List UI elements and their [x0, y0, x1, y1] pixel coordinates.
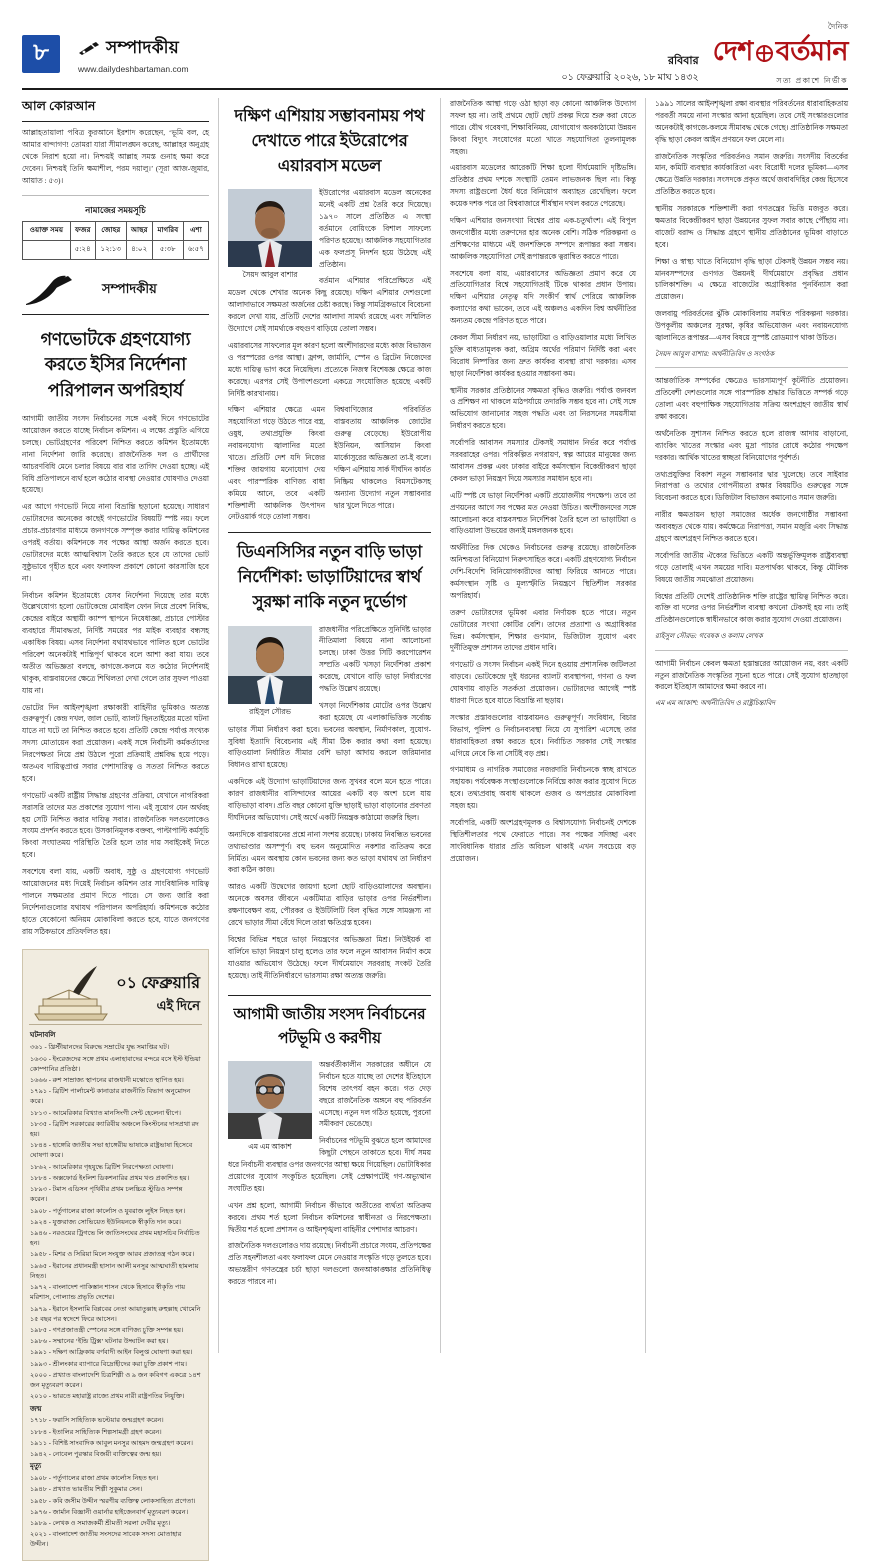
- otd-date-sub: এই দিনে: [156, 998, 200, 1014]
- otd-subtitle: মৃত্যু: [30, 1462, 42, 1471]
- time-esha: ৬:৫৭: [183, 240, 208, 259]
- logo-word-right: বর্তমান: [775, 35, 848, 66]
- paragraph: আন্তর্জাতিক সম্পর্কের ক্ষেত্রেও ভারসাম্যপূর্ণ কূটনীতি প্রয়োজন। প্রতিবেশী দেশগুলোর সঙ্গে পারস্পরিক শ্রদ্ধার ভিত্তিতে সম্পর্ক গড়ে তোলা এবং বহুপাক্ষিক সহযোগিতায় সক্রিয় অংশগ্রহণ জাতীয় স্বার্থ রক্ষা করবে।: [655, 376, 848, 421]
- paragraph: স্থানীয় সরকারকে শক্তিশালী করা গণতন্ত্রের ভিত্তি মজবুত করে। ক্ষমতার বিকেন্দ্রীকরণ ছাড়া উন্নয়নের সুফল সবার কাছে পৌঁছায় না। বাজেট বরাদ্দ ও সিদ্ধান্ত গ্রহণে স্থানীয় প্রতিষ্ঠানের ভূমিকা বাড়াতে হবে।: [655, 204, 848, 249]
- list-item: ১৮৩৫ - ব্রিটিশ সরকারের ক্যারিবীয় অঞ্চলে কিংস্টনের দাসপ্রথা রদ হয়।: [30, 1120, 199, 1139]
- divider: [22, 195, 209, 196]
- list-item: ১৯৮৫ - গণপ্রজাতন্ত্রী স্পেনের সঙ্গে বাণিজ্য চুক্তি সম্পন্ন হয়।: [30, 1326, 184, 1334]
- article-3-headline: আগামী জাতীয় সংসদ নির্বাচনের পটভূমি ও করণীয়: [233, 1006, 426, 1047]
- list-item: ১৮৯৩ - টমাস এডিসন পৃথিবীর প্রথম চলচ্চিত্র স্টুডিও সম্পন্ন করেন।: [30, 1186, 183, 1204]
- time-magrib: ৫:৩৮: [152, 240, 183, 259]
- table-col-zohr: জোহর: [95, 221, 126, 240]
- list-item: ১৯৮৬ - সম্মানের ‘ইন্ডি ট্রিক্স’ ঘটনার উদ্ঘাটন করা হয়।: [30, 1338, 169, 1346]
- paragraph: আরও একটি উদ্বেগের জায়গা হলো ছোট বাড়িওয়ালাদের অবস্থান। অনেকে অবসর জীবনে একটিমাত্র বাড়ির ভাড়ার ওপর নির্ভরশীল। রক্ষণাবেক্ষণ ব্যয়, পৌরকর ও ইউটিলিটি বিল বৃদ্ধির সঙ্গে সামঞ্জস্য না রেখে ভাড়ার সীমা বেঁধে দিলে তারা ক্ষতিগ্রস্ত হবেন।: [228, 882, 431, 928]
- editorial-label: সম্পাদকীয়: [102, 281, 157, 297]
- paragraph: গণমাধ্যম ও নাগরিক সমাজের নজরদারি নির্বাচনকে স্বচ্ছ রাখতে সহায়ক। পর্যবেক্ষক সংস্থাগুলোকে নির্বিঘ্নে কাজ করার সুযোগ দিতে হবে। তথ্যপ্রবাহ অবাধ থাকলে গুজব ও অপপ্রচার মোকাবিলা সহজ হয়।: [450, 765, 636, 811]
- time-zohr: ১২:১৩: [95, 240, 126, 259]
- author-name: সৈয়দ আবুল বাশার: [242, 270, 298, 280]
- time-asr: ৪:০২: [126, 240, 152, 259]
- editorial-paragraph: ভোটের দিন আইনশৃঙ্খলা রক্ষাকারী বাহিনীর ভূমিকাও অত্যন্ত গুরুত্বপূর্ণ। কেন্দ্র দখল, জাল ভোট, ব্যালট ছিনতাইয়ের মতো ঘটনা যাতে না ঘটে তা নিশ্চিত করতে হবে। প্রতিটি কেন্দ্রে পর্যাপ্ত সংখ্যক সদস্য মোতায়েন করা প্রয়োজন। একই সঙ্গে নির্বাচনী কর্মকর্তাদের নিরপেক্ষতা নিয়ে প্রশ্ন উঠলে পুরো প্রক্রিয়াই প্রশ্নবিদ্ধ হয়ে পড়ে। অতএব দায়িত্বপ্রাপ্ত সবার পেশাদারিত্ব ও সততা নিশ্চিত করতে হবে।: [22, 702, 209, 783]
- column-4-flow-bottom: [655, 658, 848, 710]
- author-name: রাইসুল সৌরভ: [249, 706, 291, 716]
- time-fajr: ৫:২৪: [70, 240, 95, 259]
- paragraph: এয়ারবাস মডেলের আরেকটি শিক্ষা হলো দীর্ঘমেয়াদি দৃষ্টিভঙ্গি। প্রতিষ্ঠার প্রথম দশকে সংস্থাটি তেমন লাভজনক ছিল না। কিন্তু সদস্য রাষ্ট্রগুলো ধৈর্য ধরে বিনিয়োগ অব্যাহত রেখেছিল। ফলে কয়েক দশক পরে তা বিশ্ববাজারে শীর্ষস্থান দখল করতে পেরেছে।: [450, 163, 636, 209]
- list-item: ১৯৪২ - নোবেল পুরস্কার বিজয়ী ব্যক্তিত্বের জন্ম হয়।: [30, 1451, 162, 1459]
- list-item: ১৮৪৪ - হাঙ্গেরি জাতীয় সভা হাঙ্গেরীয় ভাষাকে রাষ্ট্রভাষা হিসেবে ঘোষণা করে।: [30, 1142, 193, 1160]
- table-header-row: [23, 221, 209, 240]
- table-col-label: ওয়াক্ত সময়: [23, 221, 71, 240]
- paragraph: জলবায়ু পরিবর্তনের ঝুঁকি মোকাবিলায় সমন্বিত পরিকল্পনা দরকার। উপকূলীয় অঞ্চলের সুরক্ষা, কৃষির অভিযোজন এবং নবায়নযোগ্য জ্বালানিতে রূপান্তর—এসব বিষয়ে সুস্পষ্ট রোডম্যাপ থাকা উচিত।: [655, 309, 848, 343]
- paragraph: ১৯৯১ সালের আইনশৃঙ্খলা রক্ষা ব্যবস্থার পরিবর্তনের ধারাবাহিকতায় পরবর্তী সময়ে নানা সংস্কার আনা হয়েছিল। তবে সেই সংস্কারগুলোর অনেকটাই কাগজে-কলমে সীমাবদ্ধ থেকে গেছে। প্রাতিষ্ঠানিক সক্ষমতা বৃদ্ধি ছাড়া কেবল আইন প্রণয়নে ফল মেলে না।: [655, 99, 848, 144]
- books-and-quill-icon: [29, 962, 113, 1024]
- logo-word-left: দেশ: [712, 35, 753, 66]
- paragraph: রাজনৈতিক দলগুলোরও দায় রয়েছে। নির্বাচনী প্রচারে সংযম, প্রতিপক্ষের প্রতি সহনশীলতা এবং ফলাফল মেনে নেওয়ার সংস্কৃতি গড়ে তুলতে হবে। অভ্যন্তরীণ গণতন্ত্রের চর্চা ছাড়া দলগুলো জনআকাঙ্ক্ষার প্রতিনিধিত্ব করতে পারবে না।: [228, 1241, 431, 1287]
- list-item: ১৯৭৬ - জার্মান বিজ্ঞানী ওয়ার্নার হাইজেনবার্গ মৃত্যুবরণ করেন।: [30, 1508, 189, 1516]
- divider: [228, 532, 431, 533]
- masthead: [22, 21, 848, 90]
- table-row: [23, 240, 209, 259]
- paragraph: ইউরোপের এয়ারবাস মডেল অনেকের মনেই একটি প্রশ্ন তৈরি করে দিয়েছে। ১৯৭০ সালে প্রতিষ্ঠিত এ সংস্থা বর্তমানে বোয়িংকে বিশাল সাফল্যে পরিণত হয়েছে। আঞ্চলিক সহযোগিতার এক ফলপ্রসূ নিদর্শন হয়ে উঠেছে এই প্রতিষ্ঠান।: [319, 188, 431, 269]
- article-2-byline: রাইসুল সৌরভ: গবেষক ও কলাম লেখক: [655, 632, 763, 641]
- article-1-headline: দক্ষিণ এশিয়ায় সম্ভাবনাময় পথ দেখাতে পারে ইউরোপের এয়ারবাস মডেল: [234, 106, 425, 175]
- paragraph: বর্তমান এশিয়ার পরিপ্রেক্ষিতে এই মডেল থেকে শেখার অনেক কিছু রয়েছে। দক্ষিণ এশিয়ার দেশগুলো আলাদাভাবে সক্ষমতা অর্জনের চেষ্টা করছে। কিন্তু সামগ্রিকভাবে বিবেচনা করলে দেখা যায়, প্রতিটি দেশের আলাদা সামর্থ্য রয়েছে এবং সম্মিলিত উদ্যোগে সেই সামর্থ্যকে বহুগুণ বাড়িয়ে তোলা সম্ভব।: [228, 276, 431, 334]
- paragraph: একদিকে এই উদ্যোগ ভাড়াটিয়াদের জন্য সুখবর বলে মনে হতে পারে। কারণ রাজধানীর বাসিন্দাদের আয়ের একটি বড় অংশ চলে যায় বাড়িভাড়া বাবদ। প্রতি বছর কোনো যুক্তি ছাড়াই ভাড়া বাড়ানোর প্রবণতা দীর্ঘদিনের অভিযোগ। সেই অর্থে একটি নিয়ন্ত্রক কাঠামো জরুরি ছিল।: [228, 777, 431, 822]
- editorial-paragraph: সবশেষে বলা যায়, একটি অবাধ, সুষ্ঠু ও গ্রহণযোগ্য গণভোট আয়োজনের মধ্য দিয়েই নির্বাচন কমিশন তার সাংবিধানিক দায়িত্ব পালনে সক্ষমতার প্রমাণ দিতে পারে। সে জন্য জারি করা নির্দেশনাগুলোর যথাযথ পরিপালন অপরিহার্য। কমিশনকে কঠোর হাতে যেকোনো অনিয়ম মোকাবিলা করতে হবে, যাতে জনগণের রায় সঠিকভাবে প্রতিফলিত হয়।: [22, 867, 209, 936]
- list-item: ১৯৯১ - দক্ষিণ আফ্রিকায় বর্ণবাদী আইন বিলুপ্ত ঘোষণা করা হয়।: [30, 1349, 193, 1357]
- list-item: ১৯৪৮ - প্রখ্যাত ভারতীয় শিল্পী সুকুমার সেন।: [30, 1486, 143, 1494]
- list-item: ২০১০ - ভারতে মহারাষ্ট্র রাজ্যে প্রথম নারী রাষ্ট্রপতির নিযুক্তি।: [30, 1393, 185, 1401]
- masthead-left: [22, 35, 189, 74]
- article-2-headline: ডিএনসিসির নতুন বাড়ি ভাড়া নির্দেশিকা: ভাড়াটিয়াদের স্বার্থ সুরক্ষা নাকি নতুন দুর্ভোগ: [237, 542, 422, 611]
- paragraph: অর্থনৈতিক সুশাসন নিশ্চিত করতে হলে রাজস্ব আদায় বাড়ানো, ব্যাংকিং খাতের সংস্কার এবং মুদ্রা পাচার রোধে কঠোর পদক্ষেপ দরকার। আর্থিক খাতের স্বচ্ছতা বিনিয়োগের পূর্বশর্ত।: [655, 428, 848, 462]
- otd-subtitle: ঘটনাবলি: [30, 1031, 56, 1040]
- quran-text: আল্লাহতায়ালা পবিত্র কুরআনে ইরশাদ করেছেন, ‘ভূমি বল, হে আমার বান্দাগণ! তোমরা যারা সীমালঙ্ঘন করেছ, আল্লাহর অনুগ্রহ থেকে নিরাশ হয়ো না। নিশ্চয়ই আল্লাহ সমস্ত গুনাহ ক্ষমা করে দেবেন। নিশ্চয়ই তিনি ক্ষমাশীল, পরম দয়ালু।’ (সূরা আজ-জুমার, আয়াত : ৫৩)।: [22, 128, 209, 185]
- page-content: [22, 98, 848, 1549]
- section-title-text: সম্পাদকীয়: [106, 37, 180, 57]
- list-item: ১৯০৮ - পর্তুগালের রাজা কার্লোস ও যুবরাজ লুইস নিহত হন।: [30, 1207, 186, 1215]
- list-item: ১৯৭২ - বাংলাদেশ পাকিস্তান শাসন থেকে হিসাবে স্বীকৃতি পায় মরিশাস, পোল্যান্ড প্রভৃতি দেশের।: [30, 1284, 186, 1302]
- column-4-flow-mid: [655, 375, 848, 642]
- paragraph: কেবল সীমা নির্ধারণ নয়, ভাড়াটিয়া ও বাড়িওয়ালার মধ্যে লিখিত চুক্তি বাধ্যতামূলক করা, অগ্রিম অর্থের পরিমাণ নির্দিষ্ট করা এবং বিরোধ নিষ্পত্তির জন্য দ্রুত কার্যকর ব্যবস্থা রাখা দরকার। এসব ছাড়া নির্দেশিকা কার্যকর হওয়ার সম্ভাবনা কম।: [450, 333, 636, 378]
- article-1-byline: সৈয়দ আবুল বাশার: অর্থনীতিবিদ ও সংগঠক: [655, 349, 775, 358]
- column-3-flow: [450, 98, 636, 865]
- list-item: ১৭৯১ - ব্রিটিশ পার্লামেন্ট কানাডার রাজনীতি বিভাগ অনুমোদন করে।: [30, 1088, 191, 1106]
- paragraph: গণভোট ও সংসদ নির্বাচন একই দিনে হওয়ায় প্রশাসনিক জটিলতা বাড়বে। ভোটকেন্দ্রে দুই ধরনের ব্যালট ব্যবস্থাপনা, গণনা ও ফল ঘোষণায় বাড়তি সতর্কতা প্রয়োজন। ভোটারদের আগেই স্পষ্ট ধারণা দিতে হবে যাতে বিভ্রান্তি না ছড়ায়।: [450, 660, 636, 705]
- weekday-label: রবিবার: [667, 54, 699, 67]
- list-item: ১৯৫৮ - কবি জসীম উদ্দীন স্মরণীয় ব্যক্তিত্ব লোকসাহিত্য প্রণেতা।: [30, 1497, 196, 1505]
- editorial-paragraph: আগামী জাতীয় সংসদ নির্বাচনের সঙ্গে একই দিনে গণভোটের আয়োজন করতে যাচ্ছে নির্বাচন কমিশন। এ লক্ষ্যে প্রস্তুতি এগিয়ে চলছে। ভোটগ্রহণের পরিবেশ নিশ্চিত করতে কমিশন ইতোমধ্যে নানা নির্দেশনা জারি করেছে। রাজনৈতিক দল ও প্রার্থীদের আচরণবিধি মেনে চলার বিষয়ে বার বার তাগিদ দেওয়া হচ্ছে। এই বিধি প্রতিপালনে ব্যর্থ হলে কঠোর ব্যবস্থা নেওয়ার ঘোষণাও দেওয়া হয়েছে।: [22, 414, 209, 495]
- paragraph: অর্থনীতির দিক থেকেও নির্বাচনের গুরুত্ব রয়েছে। রাজনৈতিক অনিশ্চয়তা বিনিয়োগ নিরুৎসাহিত করে। একটি গ্রহণযোগ্য নির্বাচন দেশি-বিদেশি বিনিয়োগকারীদের আস্থা ফিরিয়ে আনতে পারে। কর্মসংস্থান সৃষ্টি ও মূল্যস্ফীতি নিয়ন্ত্রণে স্থিতিশীল সরকার অপরিহার্য।: [450, 543, 636, 600]
- column-4-flow-top: [655, 98, 848, 360]
- list-item: ১৮৬২ - আমেরিকার গৃহযুদ্ধে ব্রিটিশ নিরপেক্ষতা ঘোষণা।: [30, 1163, 174, 1171]
- divider: [655, 650, 848, 651]
- divider: [655, 367, 848, 368]
- paragraph: আগামী নির্বাচন কেবল ক্ষমতা হস্তান্তরের আয়োজন নয়, বরং একটি নতুন রাজনৈতিক সংস্কৃতির সূচনা হতে পারে। সেই সুযোগ হাতছাড়া করলে ইতিহাস আমাদের ক্ষমা করবে না।: [655, 658, 848, 692]
- masthead-right: [561, 21, 848, 88]
- list-item: ২০০০ - প্রখ্যাত বাংলাদেশি চিত্রশিল্পী ও ৯ জন কবিগণ একত্রে ১৪শ জন মৃত্যুবরণ করেন।: [30, 1371, 201, 1390]
- divider: [228, 995, 431, 996]
- editorial-headline: গণভোটকে গ্রহণযোগ্য করতে ইসির নির্দেশনা পরিপালন অপরিহার্য: [40, 328, 191, 400]
- paragraph: খসড়া নির্দেশিকায় মোটের ওপর উল্লেখ করা হয়েছে যে এলাকাভিত্তিক সর্বোচ্চ ভাড়ার সীমা নির্ধারণ করা হবে। ভবনের অবস্থান, নির্মাণকাল, সুযোগ-সুবিধা ইত্যাদি বিবেচনায় এই সীমা ঠিক করার কথা বলা হয়েছে। বাড়িওয়ালা নির্ধারিত সীমার বেশি ভাড়া আদায় করলে জরিমানার বিধানও রাখা হয়েছে।: [228, 700, 431, 770]
- quill-pen-icon: [22, 274, 94, 308]
- paragraph: নারীর ক্ষমতায়ন ছাড়া সমাজের অর্ধেক জনগোষ্ঠীর সম্ভাবনা অব্যবহৃত থেকে যায়। কর্মক্ষেত্রে নিরাপত্তা, সমান মজুরি এবং সিদ্ধান্ত গ্রহণে অংশগ্রহণ নিশ্চিত করতে হবে।: [655, 510, 848, 544]
- editorial-header: [22, 274, 209, 315]
- on-this-day-header: [23, 950, 208, 1024]
- list-item: ১৯৯৩ - শ্রীলংকার ব্যাপারে বিদ্রোহীদের করা চুক্তি প্রকাশ পায়।: [30, 1360, 187, 1368]
- list-item: ১৯৫৮ - মিশর ও সিরিয়া মিলে সংযুক্ত আরব প্রজাতন্ত্র গঠন করে।: [30, 1251, 195, 1259]
- list-item: ১৬৬৬ - রুশ সাম্রাজ্য স্থাপনের রাজধানী মস্কোতে স্থাপিত হয়।: [30, 1076, 184, 1084]
- paragraph: রাজধানীর পরিপ্রেক্ষিতে সুনির্দিষ্ট ভাড়ার নীতিমালা বিষয়ে নানা আলোচনা চলছে। ঢাকা উত্তর সিটি করপোরেশন সম্প্রতি একটি খসড়া নির্দেশিকা প্রকাশ করেছে, যেখানে বাড়ি ভাড়া নির্ধারণের পদ্ধতি উল্লেখ রয়েছে।: [319, 624, 431, 693]
- editorial-paragraph: নির্বাচন কমিশন ইতোমধ্যে যেসব নির্দেশনা দিয়েছে তার মধ্যে উল্লেখযোগ্য হলো ভোটকেন্দ্রে মোবাইল ফোন নিয়ে প্রবেশ নিষিদ্ধ, কেন্দ্রের বাইরে অস্থায়ী ক্যাম্প স্থাপনে নিষেধাজ্ঞা, প্রচারে পোস্টার ব্যবহারে সীমাবদ্ধতা, নির্দিষ্ট সময়ের পর মাইক ব্যবহার বন্ধসহ একাধিক বিষয়। এসব নির্দেশনা যথাযথভাবে পালিত হলে ভোটের পরিবেশ অনেকটাই শান্তিপূর্ণ থাকবে বলে আশা করা যায়। তবে অতীত অভিজ্ঞতা বলছে, কাগজে-কলমে যত কঠোর নির্দেশনাই থাকুক, বাস্তবায়নের ক্ষেত্রে শিথিলতা দেখা গেলে তার সুফল পাওয়া যায় না।: [22, 590, 209, 695]
- list-item: ১৯১১ - বিশিষ্ট সাংবাদিক আবুল মনসুর আহমদ জন্মগ্রহণ করেন।: [30, 1439, 194, 1447]
- logo-wordmark: [713, 31, 848, 76]
- paragraph: দক্ষিণ এশিয়ার জনসংখ্যা বিশ্বের প্রায় এক-চতুর্থাংশ। এই বিপুল জনগোষ্ঠীর মধ্যে তরুণদের হার অনেক বেশি। সঠিক পরিকল্পনা ও প্রশিক্ষণের মাধ্যমে এই জনশক্তিকে সম্পদে রূপান্তর করা সম্ভব। আঞ্চলিক সহযোগিতা সেই রূপান্তরকে ত্বরান্বিত করতে পারে।: [450, 216, 636, 261]
- paragraph: সবশেষে বলা যায়, এয়ারবাসের অভিজ্ঞতা প্রমাণ করে যে প্রতিযোগিতার বিশ্বে সহযোগিতাই টিকে থাকার প্রধান উপায়। দক্ষিণ এশিয়ার নেতৃত্ব যদি সংকীর্ণ স্বার্থ পেরিয়ে আঞ্চলিক কল্যাণের কথা ভাবেন, তবে এই অঞ্চলও একদিন বিশ্ব অর্থনীতির অন্যতম কেন্দ্রে পরিণত হতে পারে।: [450, 268, 636, 326]
- list-item: ১৯০৮ - পর্তুগালের রাজা প্রথম কার্লোস নিহত হন।: [30, 1475, 159, 1483]
- prayer-table-title: নামাজের সময়সূচি: [85, 204, 146, 215]
- paragraph: এখন প্রশ্ন হলো, আগামী নির্বাচন কীভাবে অতীতের ব্যর্থতা অতিক্রম করবে। প্রথম শর্ত হলো নির্বাচন কমিশনের স্বাধীনতা ও নিরপেক্ষতা। দ্বিতীয় শর্ত হলো প্রশাসন ও আইনশৃঙ্খলা বাহিনীর পেশাদার আচরণ।: [228, 1200, 431, 1234]
- paragraph: সর্বোপরি জাতীয় ঐক্যের ভিত্তিতে একটি অন্তর্ভুক্তিমূলক রাষ্ট্রব্যবস্থা গড়ে তোলাই এখন সময়ের দাবি। মতপার্থক্য থাকবে, কিন্তু মৌলিক বিষয়ে জাতীয় সমঝোতা প্রয়োজন।: [655, 550, 848, 584]
- editorial-body: [22, 413, 209, 937]
- globe-icon: [756, 45, 773, 62]
- table-col-asr: আছর: [126, 221, 152, 240]
- author-block: [228, 189, 312, 282]
- table-col-esha: এশা: [183, 221, 208, 240]
- author-block: [228, 1061, 312, 1154]
- author-block: [228, 626, 312, 719]
- pen-nib-icon: [78, 42, 100, 56]
- list-item: ৩৬১ - খ্রিস্টীয়ানদের বিরুদ্ধে সম্রাটের যুদ্ধ সমাপ্তির ঘট।: [30, 1044, 170, 1052]
- list-item: ১৬৩০ - ইংরেজদের সঙ্গে প্রথম এলাহাবাদের বন্দরে বসে ইস্ট ইন্ডিয়া কোম্পানির প্রতিষ্ঠা।: [30, 1055, 201, 1073]
- paragraph: দক্ষিণ এশিয়ার ক্ষেত্রে এমন সহযোগিতা গড়ে উঠতে পারে বস্ত্র, ওষুধ, তথ্যপ্রযুক্তি কিংবা নবায়নযোগ্য জ্বালানির মতো খাতে। প্রতিটি দেশ যদি নিজের শক্তির জায়গায় মনোযোগ দেয় এবং পারস্পরিক বাণিজ্য বাধা কমিয়ে আনে, তবে একটি শক্তিশালী আঞ্চলিক উৎপাদন নেটওয়ার্ক গড়ে তোলা সম্ভব।: [228, 405, 325, 522]
- row-label: [23, 240, 71, 259]
- paragraph: এয়ারবাসের সাফল্যের মূল কারণ হলো অংশীদারদের মধ্যে কাজ বিভাজন ও পরস্পরের ওপর আস্থা। ফ্রান্স, জার্মানি, স্পেন ও ব্রিটেন নিজেদের মধ্যে দায়িত্ব ভাগ করে নিয়েছিল। প্রত্যেকে নিজস্ব বিশেষজ্ঞ ক্ষেত্রে কাজ করেছে। এরপর সেই উপাংশগুলো একত্রে সংযোজিত হয়েছে একটি নির্দিষ্ট কারখানায়।: [228, 340, 431, 398]
- on-this-day-date: [116, 970, 200, 1024]
- article-3-intro: [228, 1059, 431, 1240]
- article-2-intro: [228, 624, 431, 987]
- column-3: [440, 98, 645, 1353]
- otd-date-main: ০১ ফেব্রুয়ারি: [116, 975, 200, 993]
- paragraph: রাজনৈতিক সংস্কৃতির পরিবর্তনও সমান জরুরি। সংসদীয় বিতর্কের মান, কমিটি ব্যবস্থার কার্যকারিতা এবং বিরোধী দলের ভূমিকা—এসব ক্ষেত্রে উন্নতি দরকার। সংসদকে প্রকৃত অর্থে জবাবদিহির কেন্দ্র হিসেবে প্রতিষ্ঠিত করতে হবে।: [655, 151, 848, 197]
- article-3-byline: এম এম আকাশ: অর্থনীতিবিদ ও রাষ্ট্রচিন্তাবিদ: [655, 699, 776, 708]
- article-1-body-rest: [228, 404, 431, 523]
- publication-logo: [713, 21, 848, 88]
- list-item: ১৯২৪ - যুক্তরাজ্য সোভিয়েত ইউনিয়নকে স্বীকৃতি দান করে।: [30, 1218, 182, 1226]
- date-label: ০১ ফেব্রুয়ারি ২০২৬, ১৮ মাঘ ১৪৩২: [561, 73, 699, 84]
- paragraph: রাজনৈতিক আস্থা গড়ে ওঠা ছাড়া বড় কোনো আঞ্চলিক উদ্যোগ সফল হয় না। তাই প্রথমে ছোট ছোট প্রকল্প দিয়ে শুরু করা যেতে পারে। যৌথ গবেষণা, শিক্ষাবিনিময়, যোগাযোগ অবকাঠামো উন্নয়ন কিংবা বিদ্যুৎ সংযোগের মতো খাতে সহযোগিতা তুলনামূলক সহজ।: [450, 99, 636, 156]
- paragraph: সংস্কার প্রস্তাবগুলোর বাস্তবায়নও গুরুত্বপূর্ণ। সংবিধান, বিচার বিভাগ, পুলিশ ও নির্বাচনব্যবস্থা নিয়ে যে সুপারিশ এসেছে তার ধারাবাহিকতা রক্ষা করতে হবে। নির্বাচিত সরকার সেই সংস্কার এগিয়ে নেবে কি না সেটিই বড় প্রশ্ন।: [450, 712, 636, 758]
- table-col-magrib: মাগরিব: [152, 221, 183, 240]
- list-item: ১৯৭৯ - ইরানে ইসলামি বিপ্লবের নেতা আয়াতুল্লাহ রুহুল্লাহ খোমেনি ১৫ বছর পর স্বদেশে ফিরে আসেন।: [30, 1305, 201, 1323]
- paragraph: তথ্যপ্রযুক্তির বিকাশ নতুন সম্ভাবনার দ্বার খুলেছে। তবে সাইবার নিরাপত্তা ও তথ্যের গোপনীয়তা রক্ষার বিষয়টিও গুরুত্বের সঙ্গে বিবেচনা করতে হবে। ডিজিটাল বিভাজন কমানোও সমান জরুরি।: [655, 469, 848, 503]
- prayer-times-table: [22, 221, 209, 260]
- list-item: ১৮৮৪ - ইতালির সাহিত্যিক শিল্পসামগ্রী গ্রহণ করেন।: [30, 1428, 162, 1436]
- paragraph: সর্বোপরি, একটি অংশগ্রহণমূলক ও বিশ্বাসযোগ্য নির্বাচনই দেশকে স্থিতিশীলতার পথে ফেরাতে পারে। সব পক্ষের সদিচ্ছা এবং সাংবিধানিক ধারার প্রতি অবিচল থাকাই এখন সবচেয়ে বড় প্রয়োজন।: [450, 817, 636, 863]
- logo-tagline: সত্য প্রকাশে নির্ভীক: [776, 75, 848, 85]
- article-3-body-rest: [228, 1240, 431, 1288]
- section-title-row: [78, 35, 189, 63]
- editorial-paragraph: গণভোট একটি রাষ্ট্রীয় সিদ্ধান্ত গ্রহণের প্রক্রিয়া, যেখানে নাগরিকরা সরাসরি তাদের মত প্রকাশের সুযোগ পান। এই সুযোগ যেন অর্থবহ হয় সেটি নিশ্চিত করার দায়িত্ব সবার। রাজনৈতিক দলগুলোকেও সংযম প্রদর্শন করতে হবে। উসকানিমূলক বক্তব্য, পাল্টাপাল্টি কর্মসূচি কিংবা সংঘাতময় পরিস্থিতি তৈরি হলে তার দায় সবাইকেই নিতে হবে।: [22, 790, 209, 860]
- list-item: ১৯৪৬ - নরওয়ের ট্রিগভে লি জাতিসংঘের প্রথম মহাসচিব নির্বাচিত হন।: [30, 1230, 200, 1248]
- paragraph: তরুণ ভোটারদের ভূমিকা এবার নির্ণায়ক হতে পারে। নতুন ভোটারের সংখ্যা কোটির বেশি। তাদের প্রত্যাশা ও অগ্রাধিকার ভিন্ন। কর্মসংস্থান, শিক্ষার গুণমান, ডিজিটাল সুযোগ এবং দুর্নীতিমুক্ত প্রশাসন তাদের প্রধান দাবি।: [450, 607, 636, 653]
- paragraph: স্থানীয় সরকার প্রতিষ্ঠানের সক্ষমতা বৃদ্ধিও জরুরি। পর্যাপ্ত জনবল ও প্রশিক্ষণ না থাকলে মাঠপর্যায়ে তদারকি সম্ভব হবে না। সেই সঙ্গে অভিযোগ জানানোর সহজ পদ্ধতি এবং তা নিরসনের সময়সীমা নির্ধারণ করতে হবে।: [450, 385, 636, 431]
- date-block: [561, 53, 698, 88]
- paragraph: অন্যদিকে বাস্তবায়নের প্রশ্নে নানা সংশয় রয়েছে। ঢাকায় নিবন্ধিত ভবনের তথ্যভাণ্ডার অসম্পূর্ণ। বহু ভবন অনুমোদিত নকশার ব্যতিক্রম করে নির্মিত। এমন অবস্থায় কোন ভবনের জন্য কত ভাড়া যথাযথ তা নির্ধারণ করা কঠিন কাজ।: [228, 829, 431, 875]
- column-2: [218, 98, 440, 1353]
- quran-heading: আল কোরআন: [22, 98, 209, 122]
- list-item: ১৯৬৫ - ইরানের প্রধানমন্ত্রী হাসান আলী মনসুর আত্মঘাতী হামলায় নিহত।: [30, 1262, 199, 1280]
- column-1: [22, 98, 218, 1549]
- otd-subtitle: জন্ম: [30, 1404, 42, 1413]
- author-photo: [228, 1061, 312, 1139]
- paragraph: বিশ্বের প্রতিটি দেশেই প্রাতিষ্ঠানিক শক্তি রাষ্ট্রের স্থায়িত্ব নিশ্চিত করে। ব্যক্তি বা দলের ওপর নির্ভরশীল ব্যবস্থা কখনো টেকসই হয় না। তাই প্রতিষ্ঠানগুলোকে স্বাধীনভাবে কাজ করার সুযোগ দেওয়া প্রয়োজন।: [655, 591, 848, 625]
- paragraph: বিশ্বের বিভিন্ন শহরে ভাড়া নিয়ন্ত্রণের অভিজ্ঞতা মিশ্র। নিউইয়র্ক বা বার্লিনে ভাড়া নিয়ন্ত্রণ চালু হলেও তার ফলে নতুন আবাসন নির্মাণ কমে যাওয়ার অভিযোগ উঠেছে। ফলে দীর্ঘমেয়াদে সরবরাহ সংকট তৈরি হয়েছে। তাই নীতিনির্ধারণে ভারসাম্য রক্ষা অত্যন্ত জরুরি।: [228, 934, 431, 980]
- table-col-fajr: ফজর: [70, 221, 95, 240]
- paragraph: বিশ্ববাণিজ্যের পরিবর্তিত বাস্তবতায় আঞ্চলিক জোটের গুরুত্ব বেড়েছে। ইউরোপীয় ইউনিয়ন, আসিয়ান কিংবা মার্কোসুরের অভিজ্ঞতা তা-ই বলে। দক্ষিণ এশিয়ায় সার্ক দীর্ঘদিন কার্যত নিষ্ক্রিয় থাকলেও বিমসটেকসহ অন্যান্য উদ্যোগ নতুন সম্ভাবনার দ্বার খুলে দিতে পারে।: [334, 405, 431, 510]
- list-item: ২০২১ - বাংলাদেশ জাতীয় সংসদের সাবেক সদস্য মোতাহার উদ্দীন।: [30, 1531, 182, 1549]
- author-name: এম এম আকাশ: [248, 1141, 292, 1151]
- editorial-paragraph: এর আগে গণভোট নিয়ে নানা বিভ্রান্তি ছড়ানো হয়েছে। সাধারণ ভোটারদের অনেকের কাছেই গণভোটের বিষয়টি স্পষ্ট নয়। ফলে প্রচার-প্রচারণার মাধ্যমে জনগণকে সম্পৃক্ত করার দায়িত্ব কমিশনের ওপরই বর্তায়। কমিশনকে সব পক্ষের আস্থা অর্জন করতে হবে। ভোটারদের মধ্যে আত্মবিশ্বাস তৈরি করতে হবে যে তাদের ভোট সুষ্ঠুভাবে গৃহীত হবে এবং ফলাফল প্রকাশে কোনো কারসাজি হবে না।: [22, 502, 209, 583]
- article-1-intro: [228, 187, 431, 404]
- paragraph: শিক্ষা ও স্বাস্থ্য খাতে বিনিয়োগ বৃদ্ধি ছাড়া টেকসই উন্নয়ন সম্ভব নয়। মানবসম্পদের গুণগত উন্নয়নই দীর্ঘমেয়াদে প্রবৃদ্ধির প্রধান চালিকাশক্তি। এ ক্ষেত্রে বাজেটের অগ্রাধিকার পুনর্বিন্যাস করা প্রয়োজন।: [655, 256, 848, 302]
- page-number-badge: ৮: [22, 35, 60, 73]
- list-item: ১৮৮৪ - অক্সফোর্ড ইংলিশ ডিকশনারির প্রথম খণ্ড প্রকাশিত হয়।: [30, 1174, 190, 1182]
- paragraph: অন্তর্বর্তীকালীন সরকারের অধীনে যে নির্বাচন হতে যাচ্ছে তা দেশের ইতিহাসে বিশেষ তাৎপর্য বহন করে। গত দেড় বছরে রাজনৈতিক অঙ্গনে বহু পরিবর্তন এসেছে। নতুন দল গঠিত হয়েছে, পুরনো সমীকরণ ভেঙেছে।: [319, 1059, 431, 1129]
- list-item: ১৯৮৯ - লেখক ও সমাজকর্মী শ্রীমতী সরলা দেবীর মৃত্যু।: [30, 1519, 171, 1527]
- list-item: ১৭১৮ - ফরাসি সাহিত্যিক ভল্টেয়ার জন্মগ্রহণ করেন।: [30, 1417, 164, 1425]
- section-identity: [78, 35, 189, 74]
- paragraph: নির্বাচনের পটভূমি বুঝতে হলে আমাদের কিছুটা পেছনে তাকাতে হবে। দীর্ঘ সময় ধরে নির্বাচনী ব্যবস্থার ওপর জনগণের আস্থা ক্ষয়ে গিয়েছিল। ভোটাধিকার প্রয়োগের সুযোগ সংকুচিত হয়েছিল। সেই প্রেক্ষাপটেই গণ-অভ্যুত্থান সংঘটিত হয়।: [228, 1136, 431, 1193]
- website-url: www.dailydeshbartaman.com: [78, 63, 189, 74]
- on-this-day-list: [23, 1025, 208, 1559]
- column-4: [645, 98, 848, 1353]
- author-photo: [228, 189, 312, 267]
- list-item: ১৮১৩ - আমেরিকার বিখ্যাত মানসিংগী সেন্ট হেলেনা দ্বীপে।: [30, 1109, 182, 1117]
- paragraph: এটি স্পষ্ট যে ভাড়া নির্দেশিকা একটি প্রয়োজনীয় পদক্ষেপ। তবে তা প্রণয়নের আগে সব পক্ষের মত নেওয়া উচিত। অংশীজনদের সঙ্গে আলোচনা করে বাস্তবসম্মত নির্দেশিকা তৈরি হলে তা ভাড়াটিয়া ও বাড়িওয়ালা উভয়ের জন্যই মঙ্গলজনক হবে।: [450, 490, 636, 536]
- logo-kicker: দৈনিক: [827, 21, 848, 31]
- author-photo: [228, 626, 312, 704]
- on-this-day-box: [22, 949, 209, 1560]
- paragraph: সর্বোপরি আবাসন সমস্যার টেকসই সমাধান নির্ভর করে পর্যাপ্ত সরবরাহের ওপর। পরিকল্পিত নগরায়ণ, স্বল্প আয়ের মানুষের জন্য আবাসন প্রকল্প এবং ঢাকার বাইরে কর্মসংস্থান বিকেন্দ্রীকরণ ছাড়া কেবল ভাড়া নিয়ন্ত্রণ দিয়ে সমস্যার সমাধান হবে না।: [450, 438, 636, 483]
